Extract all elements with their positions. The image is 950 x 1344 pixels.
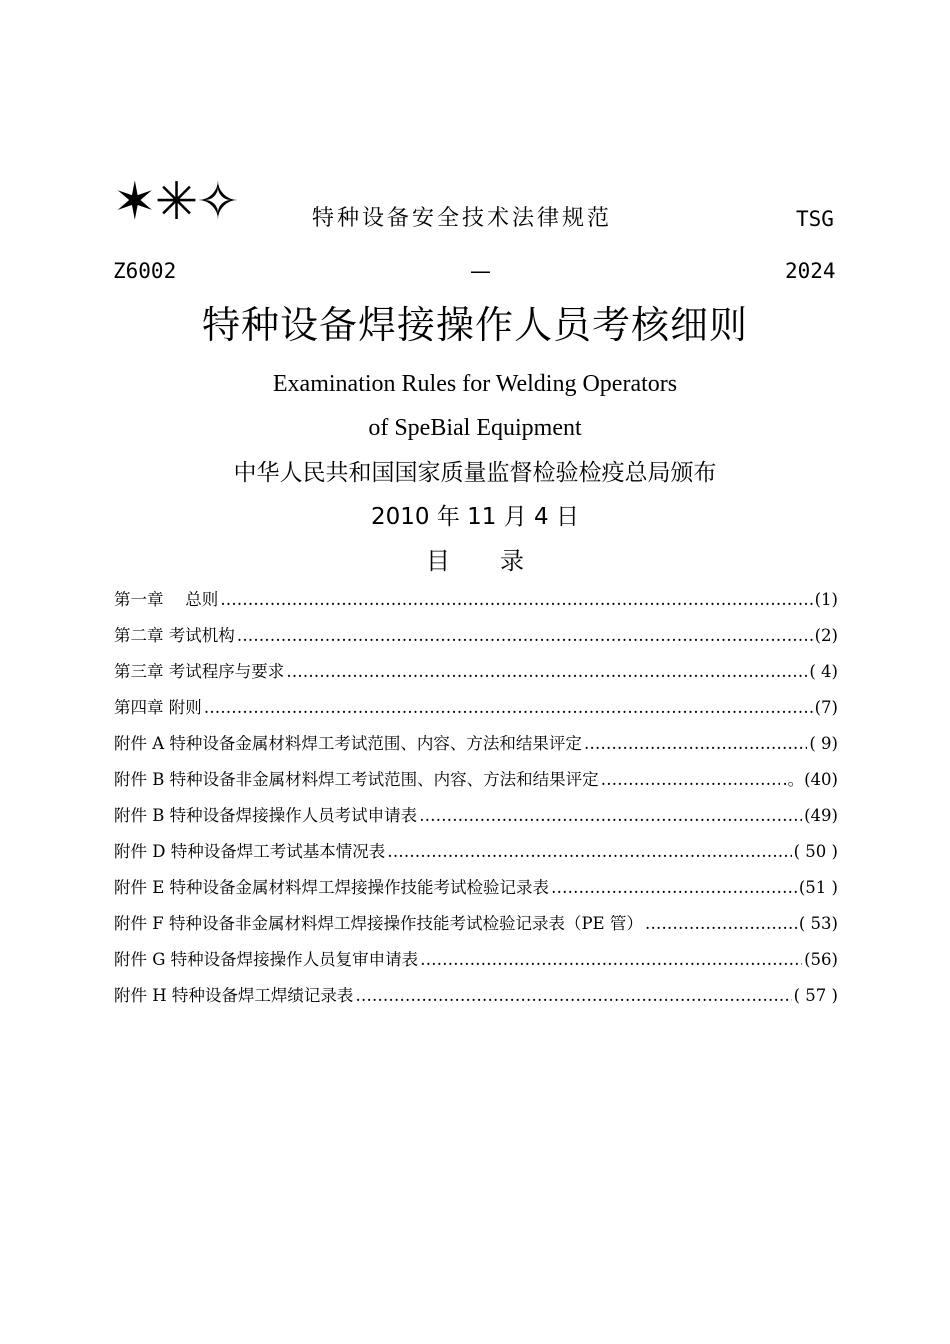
- toc-entry[interactable]: [114, 980, 838, 1016]
- toc-entry-label: 附件 A 特种设备金属材料焊工考试范围、内容、方法和结果评定: [114, 734, 582, 753]
- toc-entry-page: ( 50 ): [793, 842, 838, 861]
- toc-leader-dots: [420, 944, 802, 976]
- toc-leader-dots: [237, 620, 813, 652]
- standard-logo-icon: ✶✳✧: [113, 172, 238, 232]
- toc-entry-page: (49): [804, 806, 838, 825]
- toc-entry-page: (56): [804, 950, 838, 969]
- toc-entry-page: ( 9): [809, 734, 838, 753]
- standard-prefix: TSG: [796, 207, 834, 231]
- toc-entry[interactable]: [114, 728, 838, 764]
- toc-entry-page: ( 53): [798, 914, 838, 933]
- toc-entry-label: 附件 G 特种设备焊接操作人员复审申请表: [114, 950, 419, 969]
- standard-year: 2024: [785, 259, 836, 283]
- toc-entry-page: (2): [814, 626, 838, 645]
- standard-number: Z6002: [113, 259, 177, 283]
- issue-date: 2010 年 11 月 4 日: [371, 504, 579, 530]
- toc-leader-dots: [220, 584, 812, 616]
- toc-entry-page: (1): [814, 590, 838, 609]
- toc-entry-label: 第四章 附则: [114, 698, 202, 717]
- toc-leader-dots: [204, 692, 813, 724]
- toc-leader-dots: [645, 908, 797, 940]
- toc-entry-label: 第三章 考试程序与要求: [114, 662, 285, 681]
- english-title-line-2: of SpeBial Equipment: [368, 415, 582, 441]
- toc-entry[interactable]: [114, 944, 838, 980]
- toc-entry-label: 第一章 总则: [114, 590, 219, 609]
- toc-entry[interactable]: [114, 836, 838, 872]
- toc-entry-page: (51 ): [798, 878, 838, 897]
- toc-entry-label: 附件 B 特种设备焊接操作人员考试申请表: [114, 806, 418, 825]
- table-of-contents: [114, 584, 838, 1016]
- toc-leader-dots: [584, 728, 807, 760]
- series-title: 特种设备安全技术法律规范: [312, 206, 613, 231]
- toc-leader-dots: [286, 656, 807, 688]
- toc-entry-label: 附件 F 特种设备非金属材料焊工焊接操作技能考试检验记录表（PE 管）: [114, 914, 643, 933]
- toc-entry[interactable]: [114, 908, 838, 944]
- toc-entry-page: (7): [814, 698, 838, 717]
- toc-entry[interactable]: [114, 764, 838, 800]
- toc-leader-dots: [601, 764, 781, 796]
- toc-entry-page: ( 57 ): [793, 986, 838, 1005]
- english-title-line-1: Examination Rules for Welding Operators: [272, 371, 678, 397]
- toc-entry-label: 第二章 考试机构: [114, 626, 235, 645]
- toc-entry[interactable]: [114, 872, 838, 908]
- toc-entry-page: ( 4): [809, 662, 838, 681]
- toc-leader-dots: [419, 800, 802, 832]
- toc-entry-label: 附件 B 特种设备非金属材料焊工考试范围、内容、方法和结果评定: [114, 770, 599, 789]
- toc-entry[interactable]: [114, 656, 838, 692]
- toc-entry-page: .。(40): [782, 770, 838, 789]
- toc-leader-dots: [355, 980, 791, 1012]
- toc-entry-label: 附件 D 特种设备焊工考试基本情况表: [114, 842, 386, 861]
- toc-leader-dots: [387, 836, 791, 868]
- standard-dash: —: [470, 259, 491, 283]
- toc-entry[interactable]: [114, 620, 838, 656]
- toc-entry-label: 附件 H 特种设备焊工焊绩记录表: [114, 986, 354, 1005]
- toc-entry[interactable]: [114, 800, 838, 836]
- toc-entry-label: 附件 E 特种设备金属材料焊工焊接操作技能考试检验记录表: [114, 878, 550, 897]
- toc-entry[interactable]: [114, 692, 838, 728]
- toc-heading: 目录: [426, 547, 574, 575]
- document-title: 特种设备焊接操作人员考核细则: [201, 303, 748, 347]
- toc-leader-dots: [551, 872, 797, 904]
- toc-entry[interactable]: [114, 584, 838, 620]
- issuing-authority: 中华人民共和国国家质量监督检验检疫总局颁布: [233, 460, 717, 486]
